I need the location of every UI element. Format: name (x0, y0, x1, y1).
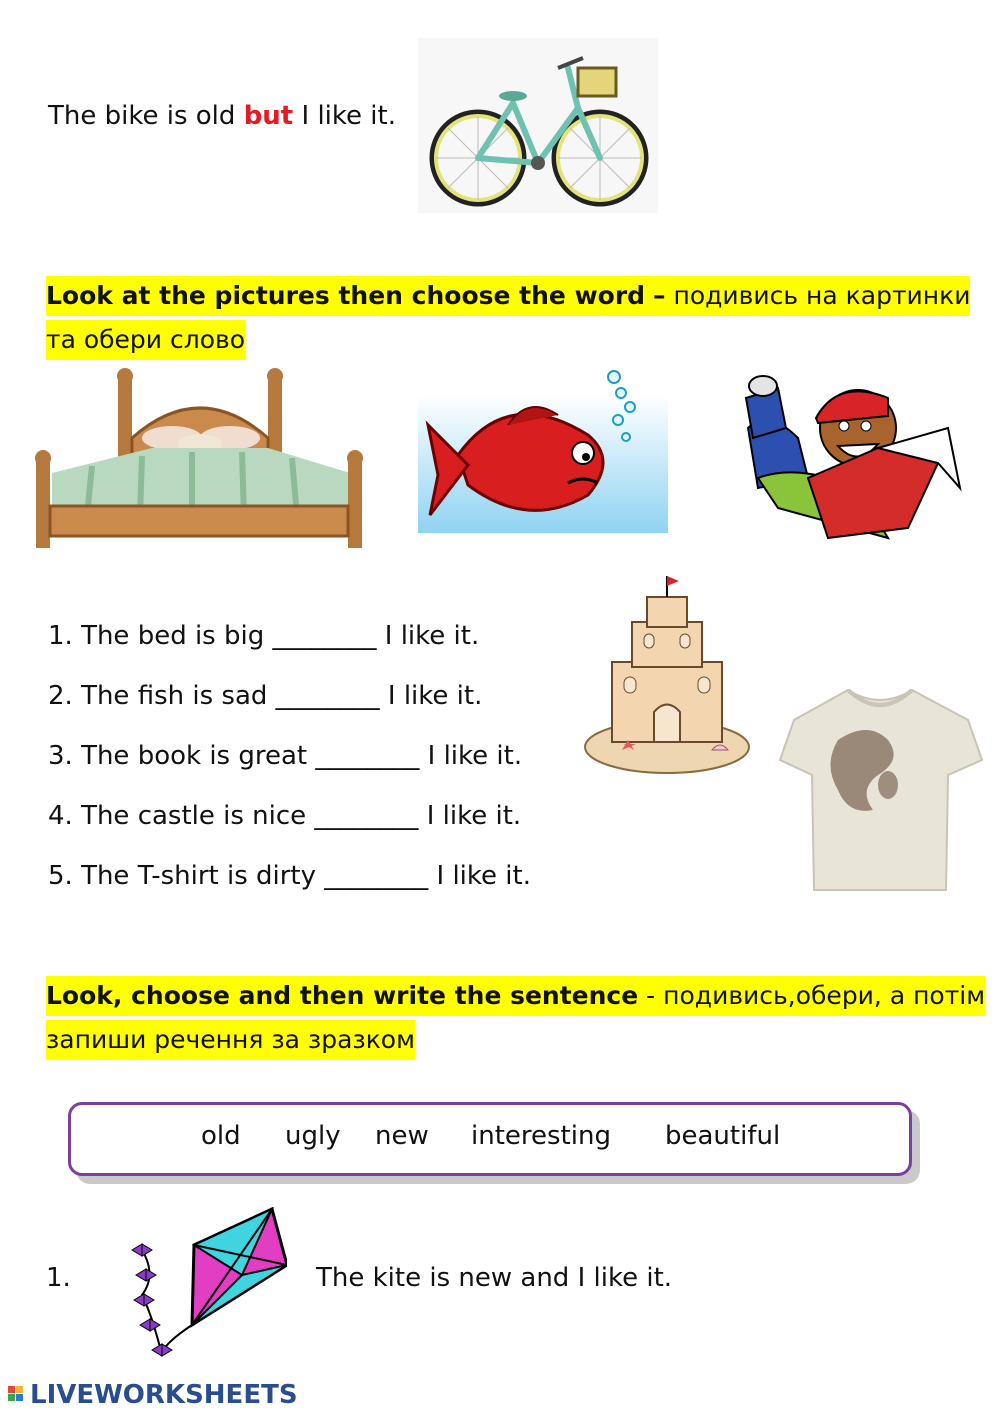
task1-instruction-line2: та обери слово (46, 320, 245, 360)
example-part1: The bike is old (48, 101, 236, 131)
tshirt-image (778, 680, 983, 892)
word-bank-item: interesting (471, 1121, 611, 1151)
task1-item-1: 1. The bed is big ________ I like it. (48, 621, 480, 651)
task1-instruction-en: Look at the pictures then choose the word (46, 281, 646, 310)
kite-image (122, 1205, 287, 1365)
word-bank-item: ugly (285, 1121, 341, 1151)
boy-reading-image (738, 368, 963, 550)
task1-item-3: 3. The book is great ________ I like it. (48, 741, 523, 771)
bed-image (32, 368, 367, 550)
task2-example-number: 1. (46, 1263, 71, 1293)
bike-image (418, 38, 658, 213)
word-bank-item: old (201, 1121, 241, 1151)
task2-instruction-ua: - подивись,обери, а потім (646, 981, 986, 1010)
word-bank-box (68, 1102, 912, 1176)
task1-item-4: 4. The castle is nice ________ I like it. (48, 801, 522, 831)
example-conjunction: but (243, 101, 294, 131)
task1-instruction-line1 (46, 276, 970, 316)
task1-item-2: 2. The fish is sad ________ I like it. (48, 681, 483, 711)
sandcastle-image (582, 572, 752, 777)
fish-image (418, 365, 668, 533)
task1-item-5: 5. The T-shirt is dirty ________ I like it. (48, 861, 531, 891)
task2-example-sentence: The kite is new and I like it. (316, 1263, 673, 1293)
task1-instruction-dash: – (653, 281, 666, 310)
task2-instruction-en: Look, choose and then write the sentence (46, 981, 639, 1010)
example-sentence (48, 100, 396, 132)
word-bank-item: new (375, 1121, 429, 1151)
word-bank-item: beautiful (665, 1121, 781, 1151)
liveworksheets-logo-text[interactable]: LIVEWORKSHEETS (30, 1380, 298, 1410)
task1-instruction-ua: подивись на картинки (673, 281, 971, 310)
task2-instruction-line1 (46, 976, 985, 1016)
task2-instruction-line2: запиши речення за зразком (46, 1020, 415, 1060)
example-part2: I like it. (301, 101, 396, 131)
